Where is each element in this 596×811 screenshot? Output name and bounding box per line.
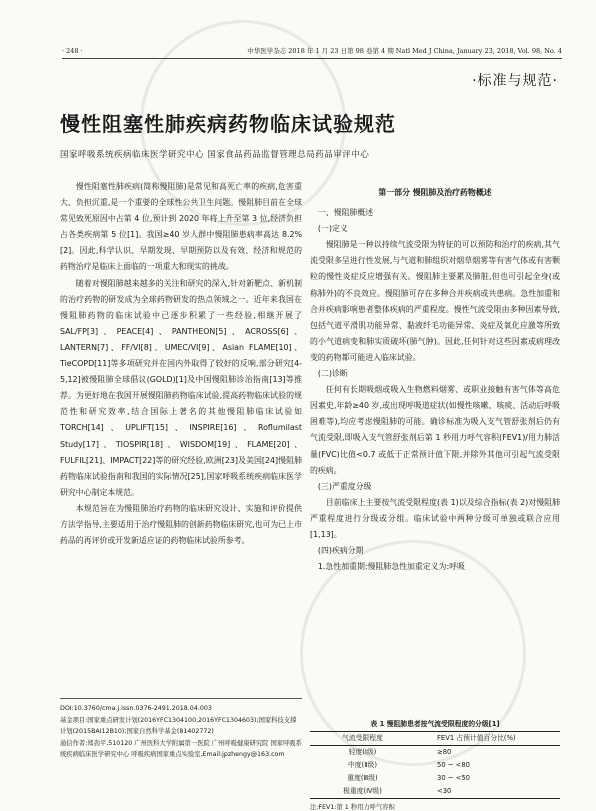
section-tag: ·标准与规范· [472, 73, 558, 89]
subheading: (二)诊断 [317, 369, 348, 379]
severity-table [310, 731, 560, 799]
subheading: (四)疾病分期 [317, 546, 364, 556]
table-cell: 轻度(Ⅰ级) [348, 748, 377, 756]
left-column [60, 179, 302, 549]
body-paragraph: 任何有长期吸烟或吸入生物燃料烟雾、或职业接触有害气体等高危因素史,年龄≥40 岁,或出现呼吸道症状(如慢性咳嗽、咳痰、活动后呼吸困难等),均应考虑慢阻肺的可能。确诊标准为吸入支气管舒张剂后仍有气流受限,即吸入支气管舒张剂后第 1 秒用力呼气容积(FEV1)/用力肺活量(FVC)比值<0.7 或低于正常预计值下限,并除外其他可引起气流受限的疾病。 [310, 385, 560, 475]
table-cell: 30 ~ <50 [437, 774, 471, 782]
part-heading: 第一部分 慢阻肺及治疗药物概述 [378, 188, 492, 197]
table-note: 注:FEV1:第 1 秒用力呼气容积 [310, 804, 395, 811]
subheading: 1.急性加重期:慢阻肺急性加重定义为:呼吸 [317, 562, 465, 572]
table-cell: <30 [437, 787, 452, 795]
table-1 [310, 718, 560, 811]
table-cell: ≥80 [437, 748, 452, 756]
table-cell: 50 ~ <80 [437, 761, 471, 769]
subheading: 一、慢阻肺概述 [317, 208, 374, 218]
right-column [310, 179, 560, 575]
journal-citation: 中华医学杂志 2018 年 1 月 23 日第 98 卷第 4 期 Natl Med J China, January 23, 2018, Vol. 98, No. 4 [247, 47, 562, 55]
running-head [62, 44, 562, 59]
subheading: (三)严重度分级 [317, 481, 372, 491]
table-row [310, 759, 560, 772]
body-paragraph: 目前临床上主要按气流受限程度(表 1)以及综合指标(表 2)对慢阻肺严重程度进行分级或分组。临床试验中两种分级可单独或联合应用[1,13]。 [310, 497, 560, 539]
table-row [310, 772, 560, 785]
authors-line: 国家呼吸系统疾病临床医学研究中心 国家食品药品监督管理总局药品审评中心 [60, 150, 370, 160]
subheading: (一)定义 [317, 224, 348, 234]
table-cell: 极重度(Ⅳ级) [343, 787, 382, 795]
table-cell: 重度(Ⅲ级) [347, 774, 378, 782]
article-title: 慢性阻塞性肺疾病药物临床试验规范 [60, 112, 396, 136]
funding-footnote: 基金项目:国家重点研发计划(2016YFC1304100,2016YFC1304603);国家科技支撑计划(2015BAI12B10);国家自然科学基金(81402772) [60, 716, 297, 735]
body-paragraph: 慢阻肺是一种以持续气流受限为特征的可以预防和治疗的疾病,其气流受限多呈进行性发展,与气道和肺组织对烟草烟雾等有害气体或有害颗粒的慢性炎症反应增强有关。慢阻肺主要累及肺脏,但也可引起全身(或称肺外)的不良效应。慢阻肺可存在多种合并疾病或共患病。急性加重和合并疾病影响患者整体疾病的严重程度。慢性气流受限由多种因素导致,包括气道平滑肌功能异常、黏液纤毛功能异常、炎症及氧化应激等所致的小气道病变和肺实质破坏(肺气肿)。因此,任何针对这些因素或病理改变的药物都可能进入临床试验。 [310, 240, 560, 362]
intro-paragraph: 随着对慢阻肺越来越多的关注和研究的深入,针对新靶点、新机制的治疗药物的研发成为全球药物研发的热点领域之一。近年来我国在慢阻肺药物的临床试验中已逐步积累了一些经验,相继开展了 SAL/FP[3]、PEACE[4]、PANTHEON[5]、ACROSS[6]、LANTERN[7]、FF/VI[8]、UMEC/VI[9]、Asian FLAME[10]、TieCOPD[11]等多项研究并在国内外取得了较好的反响,部分研究[4-5,12]被慢阻肺全球倡议(GOLD)[1]及中国慢阻肺诊治指南[13]等推荐。为更好地在我国开展慢阻肺药物临床试验,提高药物临床试验的规范性和研究效率,结合国际上著名的其他慢阻肺临床试验如 TORCH[14]、UPLIFT[15]、INSPIRE[16]、Roflumilast Study[17]、TIOSPIR[18]、WISDOM[19]、FLAME[20]、FULFIL[21]、IMPACT[22]等的研究经验,欧洲[23]及美国[24]慢阻肺药物临床试验指南和我国的实际情况[25],国家呼吸系统疾病临床医学研究中心制定本规范。 [60, 278, 302, 497]
intro-paragraph: 本规范旨在为慢阻肺治疗药物的临床研究设计、实施和评价提供方法学指导,主要适用于治疗慢阻肺的创新药物临床研究,也可为已上市药品的再评价或开发新适应证的药物临床试验所参考。 [60, 503, 302, 546]
footnotes [60, 698, 302, 761]
page-number: · 248 · [62, 47, 83, 55]
table-header-cell: 气流受限程度 [342, 734, 383, 742]
table-header-cell: FEV1 占预计值百分比(%) [437, 734, 516, 742]
table-row [310, 785, 560, 799]
correspondence-footnote: 通信作者:郑劲平,510120 广州医科大学附属第一医院 广州呼吸健康研究院 国家呼吸系统疾病临床医学研究中心 呼吸疾病国家重点实验室,Email:jpzhengy@163.com [60, 739, 302, 758]
doi-footnote: DOI:10.3760/cma.j.issn.0376-2491.2018.04.003 [60, 705, 212, 712]
table-header-row [310, 732, 560, 746]
table-title: 表 1 慢阻肺患者按气流受限程度的分级[1] [370, 720, 500, 728]
intro-paragraph: 慢性阻塞性肺疾病(简称慢阻肺)是常见和高死亡率的疾病,危害重大、负担沉重,是一个重要的全球性公共卫生问题。慢阻肺目前在全球常见致死原因中占第 4 位,预计到 2020 年将上升至第 3 位,经济负担占各类疾病第 5 位[1]。我国≥40 岁人群中慢阻肺患病率高达 8.2%[2]。因此,科学认识、早期发现、早期预防以及有效、经济和规范的药物治疗是临床上面临的一项重大和现实的挑战。 [60, 182, 302, 272]
table-cell: 中度(Ⅱ级) [347, 761, 378, 769]
table-row [310, 746, 560, 760]
